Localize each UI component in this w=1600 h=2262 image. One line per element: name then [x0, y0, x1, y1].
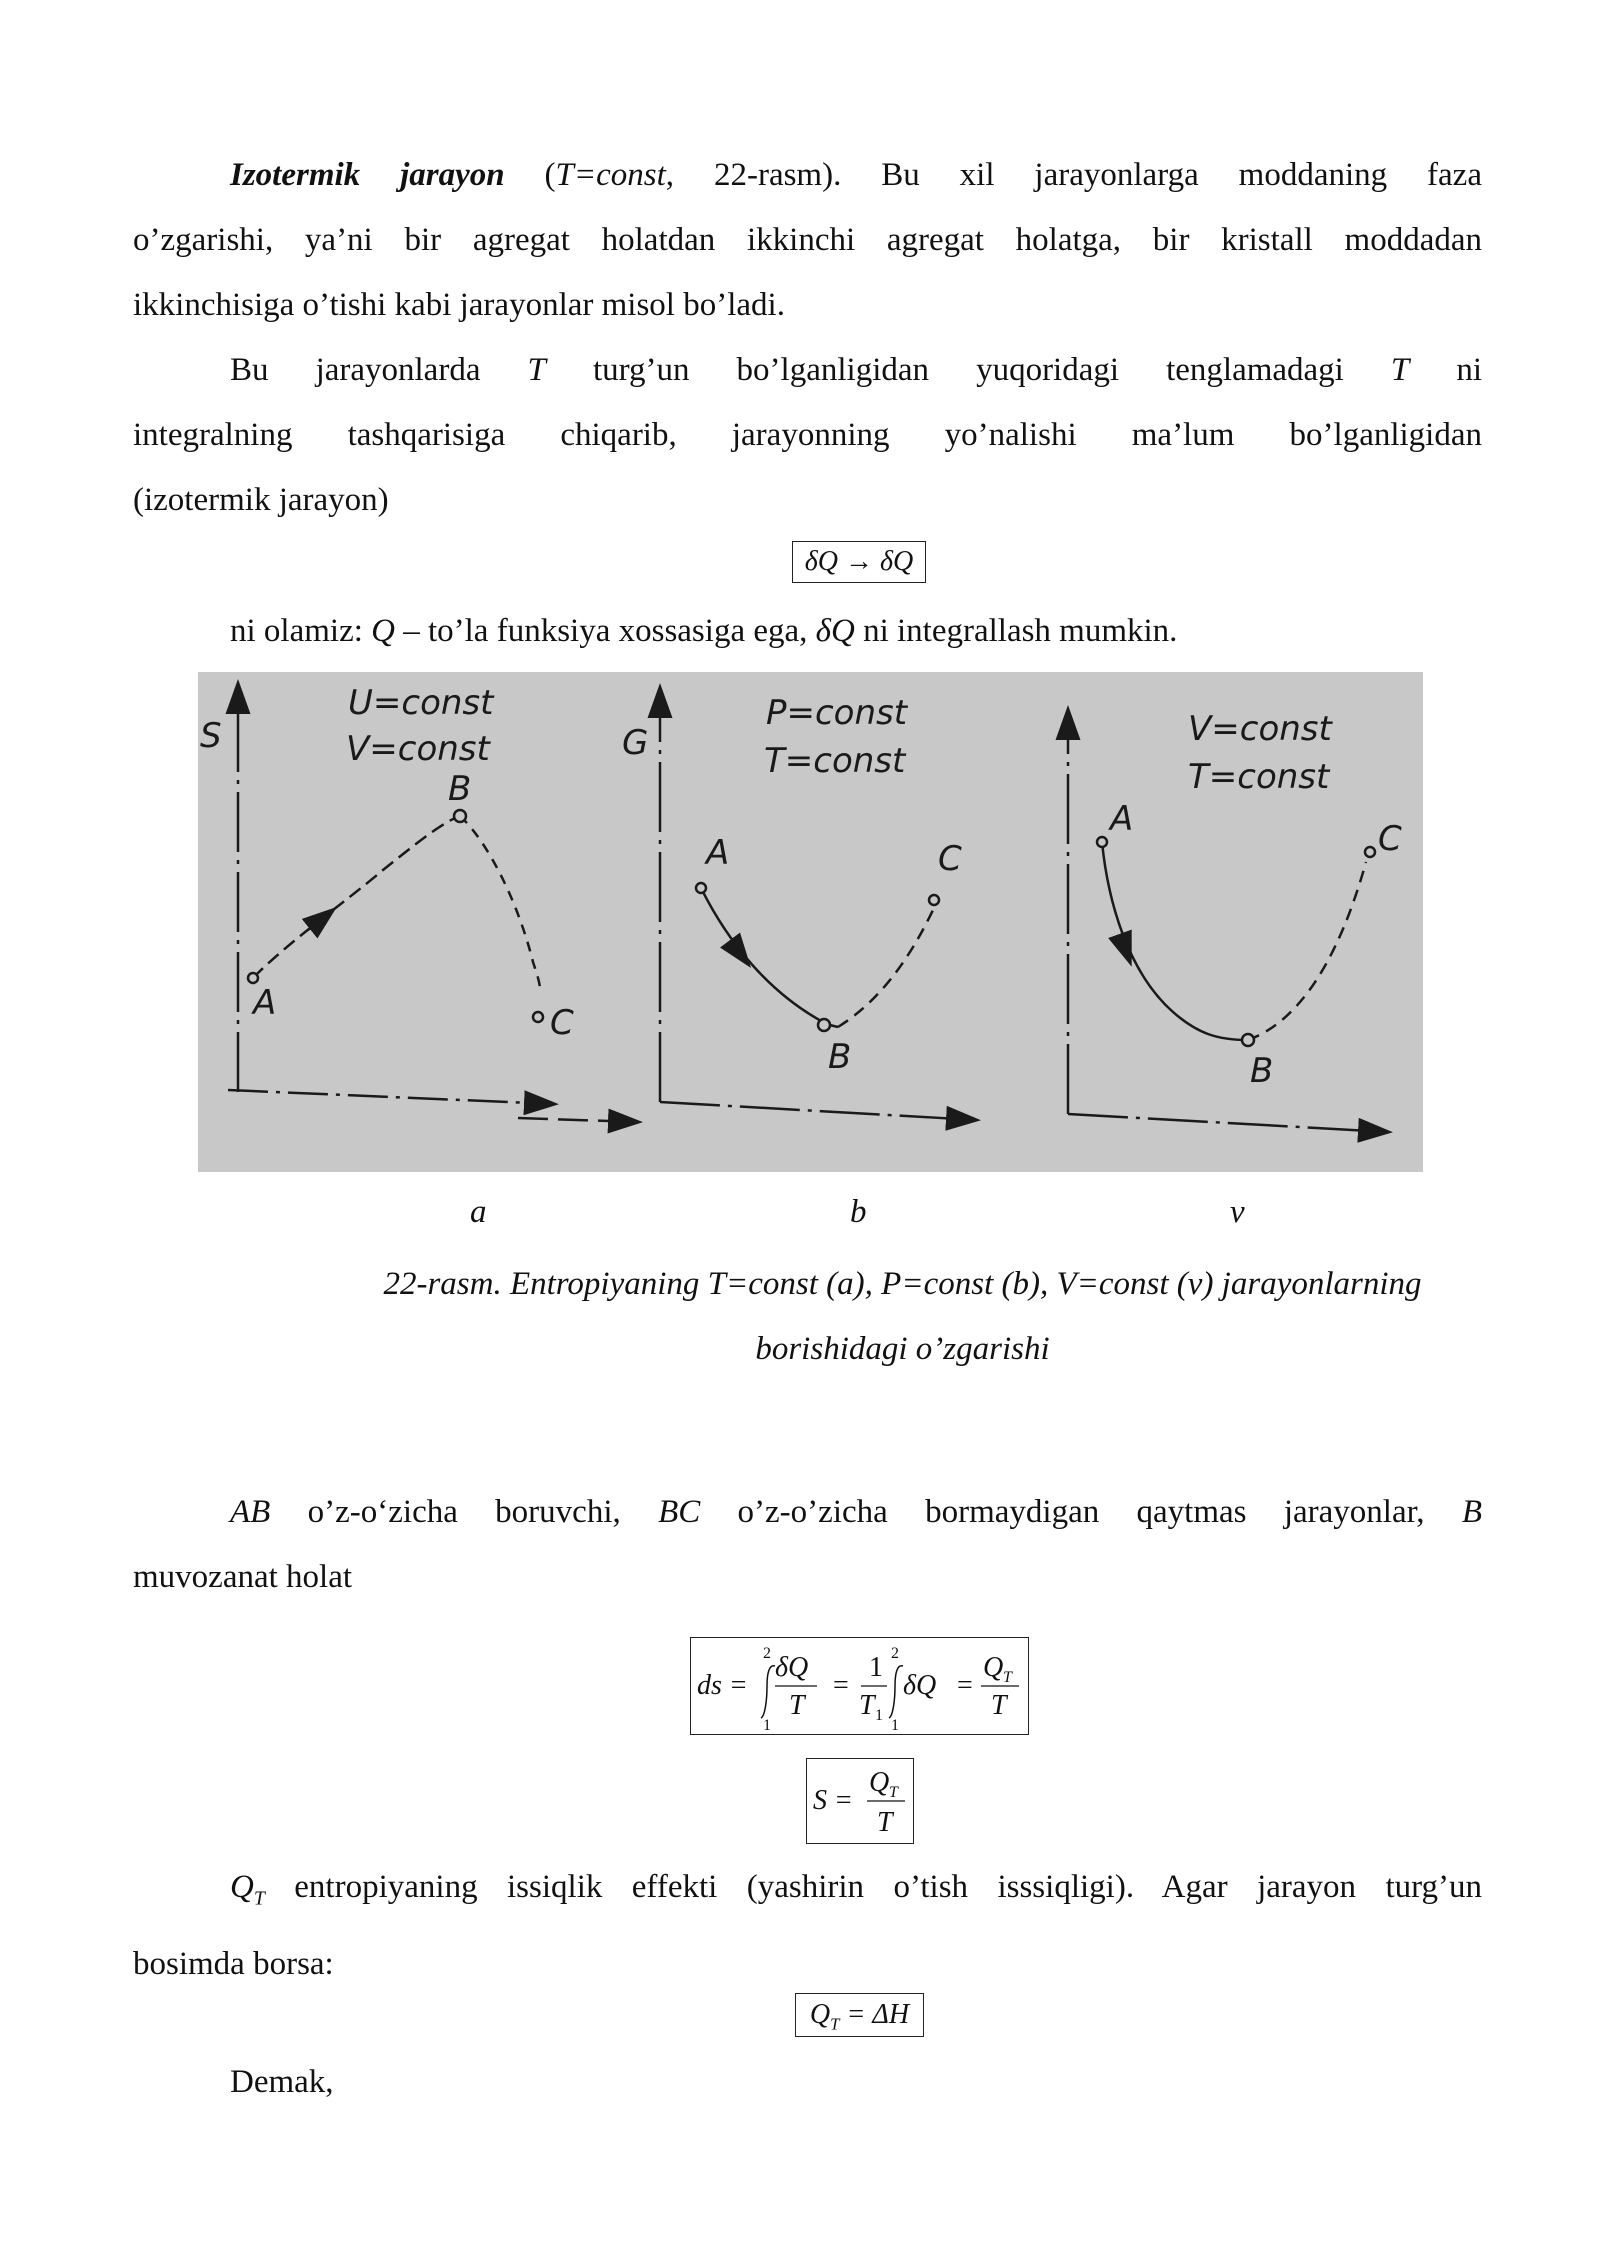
panel-b-condition-2: T=const [764, 741, 906, 781]
figure-label-b: b [850, 1194, 867, 1230]
figure-label-a: a [470, 1194, 487, 1230]
svg-text:1: 1 [869, 1652, 883, 1683]
panel-a-point-c: C [550, 1003, 574, 1043]
panel-v-condition-2: T=const [1188, 757, 1330, 797]
svg-text:T: T [859, 1690, 875, 1721]
svg-text:2: 2 [891, 1645, 899, 1662]
paragraph-ab-bc: AB o’z-o‘zicha boruvchi, BC o’z-o’zicha bormaydigan qaytmas jarayonlar, B muvozanat holat [133, 1494, 1482, 1595]
panel-b-point-b: B [828, 1037, 852, 1077]
formula-s-equals [806, 1758, 914, 1844]
svg-text:=: = [957, 1670, 973, 1701]
svg-text:=: = [833, 1670, 849, 1701]
figure-label-v: v [1230, 1194, 1245, 1230]
formula-dq-arrow: δQ → δQ [792, 541, 926, 583]
svg-text:ds =: ds = [697, 1670, 748, 1701]
panel-v-point-c: C [1378, 819, 1402, 859]
svg-text:T: T [789, 1690, 805, 1721]
panel-b-point-c: C [938, 839, 962, 879]
svg-text:δQ: δQ [775, 1652, 809, 1683]
svg-text:δQ: δQ [903, 1670, 937, 1701]
paragraph-demak: Demak, [230, 2064, 334, 2100]
panel-a-diagram [200, 683, 638, 1122]
paragraph-qt: $Q_T$ entropiyaning issiqlik effekti (yashirin o’tish isssiqligi). Agar jarayon turg’un bosimda borsa: [133, 1869, 1482, 1982]
panel-a-point-a: A [253, 983, 277, 1023]
svg-text:Q: Q [983, 1652, 1004, 1683]
panel-a-point-b: B [448, 769, 472, 809]
term-izotermik: Izotermik jarayon [230, 157, 505, 193]
svg-text:1: 1 [891, 1717, 899, 1734]
paragraph-turgun: Bu jarayonlarda T turg’un bo’lganligidan yuqoridagi tenglamadagi T ni integralning tashqarisiga chiqarib, jarayonning yo’nalishi ma’lum bo’lganligidan (izotermik jarayon) [133, 352, 1483, 518]
panel-a-y-axis-label: S [200, 716, 222, 756]
svg-text:T: T [889, 1784, 898, 1801]
figure-22-diagrams [198, 672, 1423, 1172]
paragraph-izotermik: Izotermik jarayon (T=const, 22-rasm). Bu xil jarayonlarga moddaning faza o’zgarishi, ya’ni bir agregat holatdan ikkinchi agregat holatga, bir kristall moddadan ikkinchisiga o’tishi kabi jarayonlar misol bo’ladi. [133, 157, 1482, 323]
panel-a-condition-1: U=const [348, 683, 494, 723]
svg-text:1: 1 [875, 1707, 883, 1724]
svg-text:T: T [1003, 1669, 1012, 1686]
panel-v-point-a: A [1110, 799, 1134, 839]
panel-v-point-b: B [1250, 1051, 1274, 1091]
figure-caption: 22-rasm. Entropiyaning T=const (a), P=const (b), V=const (v) jarayonlarning borishidagi o’zgarishi [383, 1266, 1422, 1367]
svg-text:Q: Q [869, 1767, 890, 1798]
svg-text:T: T [877, 1807, 893, 1838]
svg-text:1: 1 [763, 1717, 771, 1734]
panel-b-diagram [622, 688, 976, 1120]
paragraph-olamiz: ni olamiz: Q – to’la funksiya xossasiga ega, δQ ni integrallash mumkin. [230, 613, 1178, 649]
panel-v-condition-1: V=const [1188, 709, 1332, 749]
panel-b-y-axis-label: G [622, 723, 649, 763]
svg-text:S =: S = [813, 1785, 853, 1816]
figure-22 [198, 672, 1423, 1172]
svg-text:2: 2 [763, 1645, 771, 1662]
panel-v-diagram [1068, 709, 1402, 1132]
panel-b-condition-1: P=const [766, 693, 908, 733]
formula-qt-delta-h: $Q_T = \Delta H$ [795, 1993, 924, 2037]
formula-ds-integral [690, 1637, 1029, 1735]
svg-text:T: T [991, 1690, 1007, 1721]
panel-b-point-a: A [706, 833, 730, 873]
panel-a-condition-2: V=const [346, 729, 490, 769]
